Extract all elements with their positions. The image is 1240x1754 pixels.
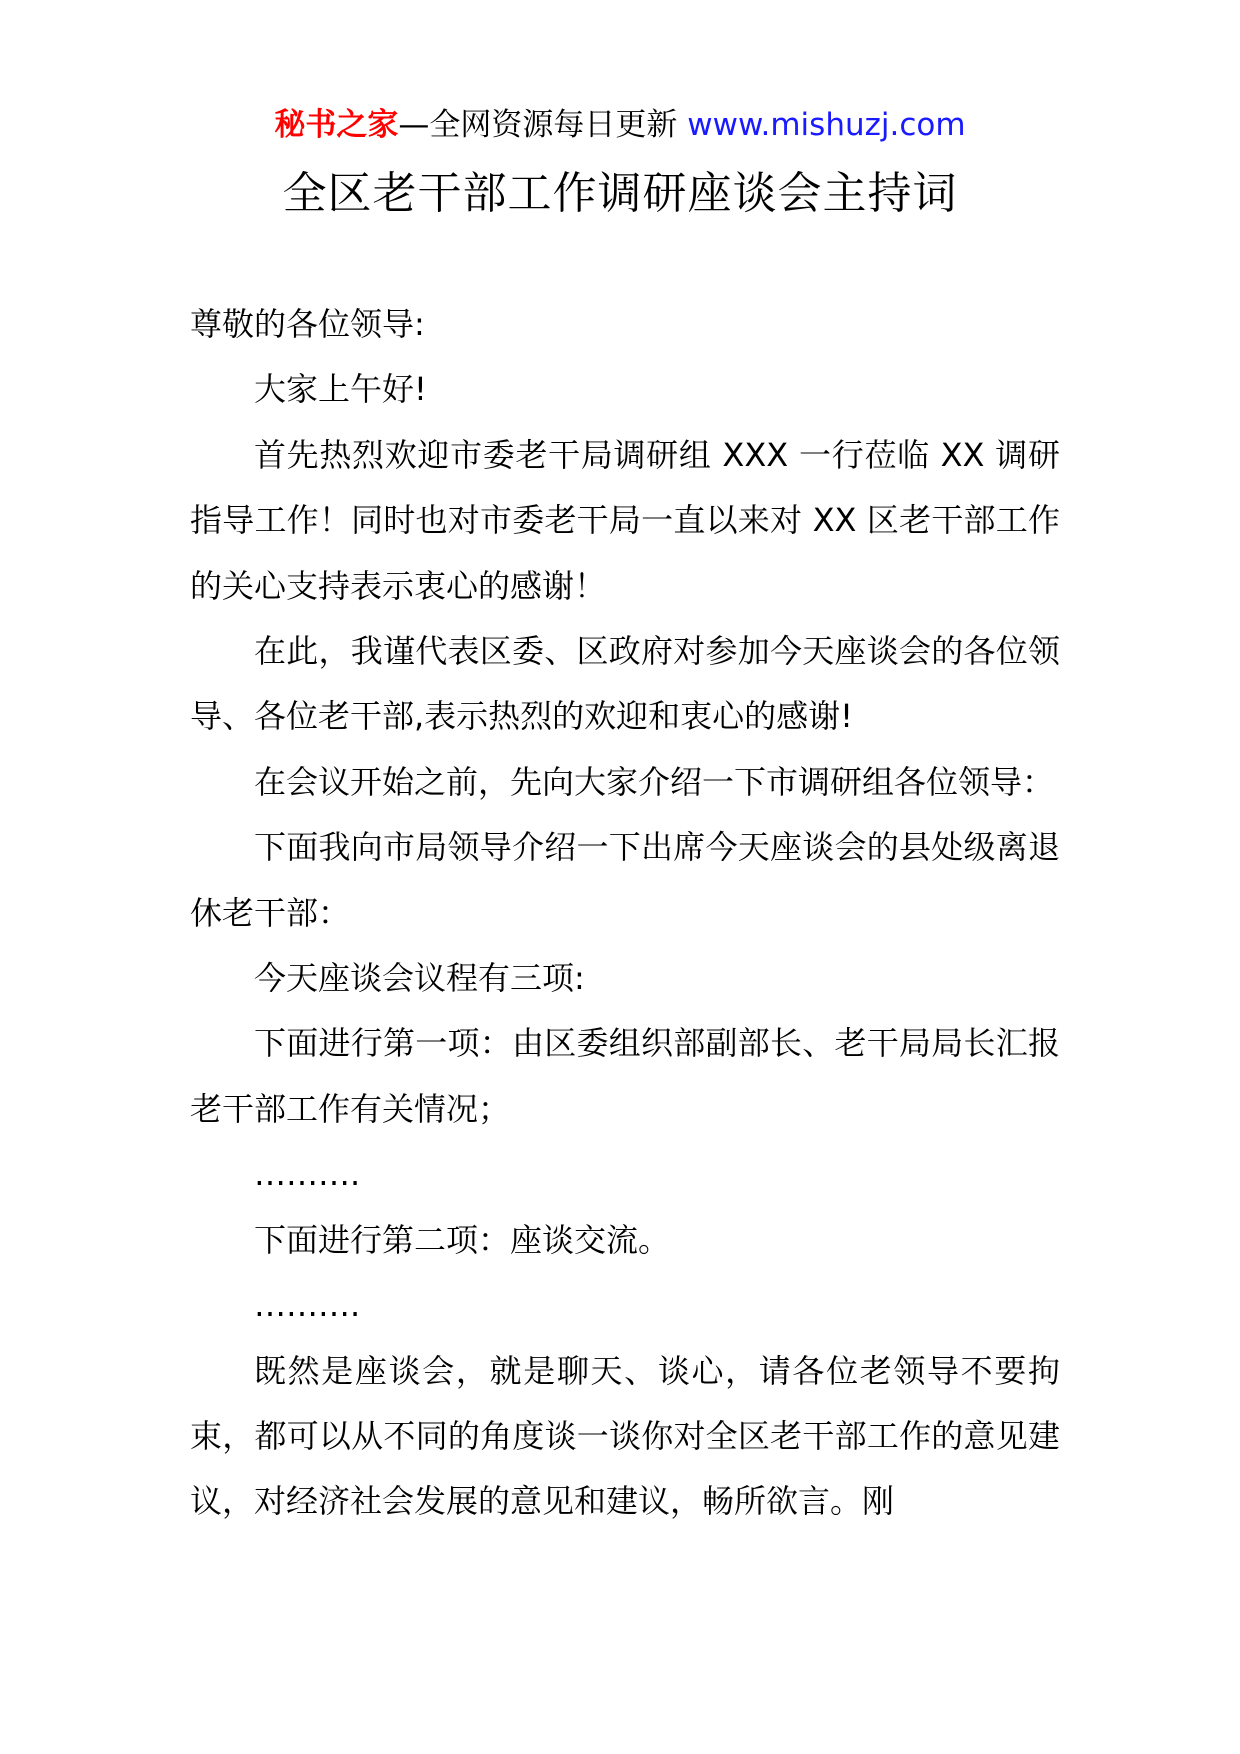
header-slogan: —全网资源每日更新	[398, 107, 688, 143]
paragraph-greeting: 大家上午好!	[254, 370, 427, 409]
paragraph-thanks: 在此，我谨代表区委、区政府对参加今天座谈会的各位领导、各位老干部,表示热烈的欢迎和衷心的感谢!	[190, 632, 1060, 736]
paragraph-agenda: 今天座谈会议程有三项:	[254, 959, 585, 998]
brand-name: 秘书之家	[274, 107, 399, 143]
document-body	[190, 292, 1060, 1535]
salutation: 尊敬的各位领导:	[190, 305, 425, 343]
paragraph-item-two: 下面进行第二项：座谈交流。	[254, 1220, 671, 1259]
paragraph-ellipsis-2: ……….	[254, 1286, 361, 1325]
site-header	[0, 100, 1240, 150]
paragraph-introduce-cadres: 下面我向市局领导介绍一下出席今天座谈会的县处级离退休老干部：	[190, 828, 1060, 932]
paragraph-introduce-leaders: 在会议开始之前，先向大家介绍一下市调研组各位领导：	[254, 762, 1055, 801]
site-url-link[interactable]: www.mishuzj.com	[687, 107, 966, 143]
paragraph-welcome: 首先热烈欢迎市委老干局调研组 XXX 一行莅临 XX 调研指导工作！同时也对市委老干局一直以来对 XX 区老干部工作的关心支持表示衷心的感谢！	[190, 435, 1060, 605]
paragraph-item-one: 下面进行第一项：由区委组织部副部长、老干局局长汇报老干部工作有关情况；	[190, 1024, 1060, 1128]
document-title: 全区老干部工作调研座谈会主持词	[282, 168, 958, 219]
paragraph-ellipsis-1: ……….	[254, 1155, 361, 1194]
paragraph-discussion: 既然是座谈会，就是聊天、谈心，请各位老领导不要拘束，都可以从不同的角度谈一谈你对全区老干部工作的意见建议，对经济社会发展的意见和建议，畅所欲言。刚	[190, 1351, 1060, 1521]
